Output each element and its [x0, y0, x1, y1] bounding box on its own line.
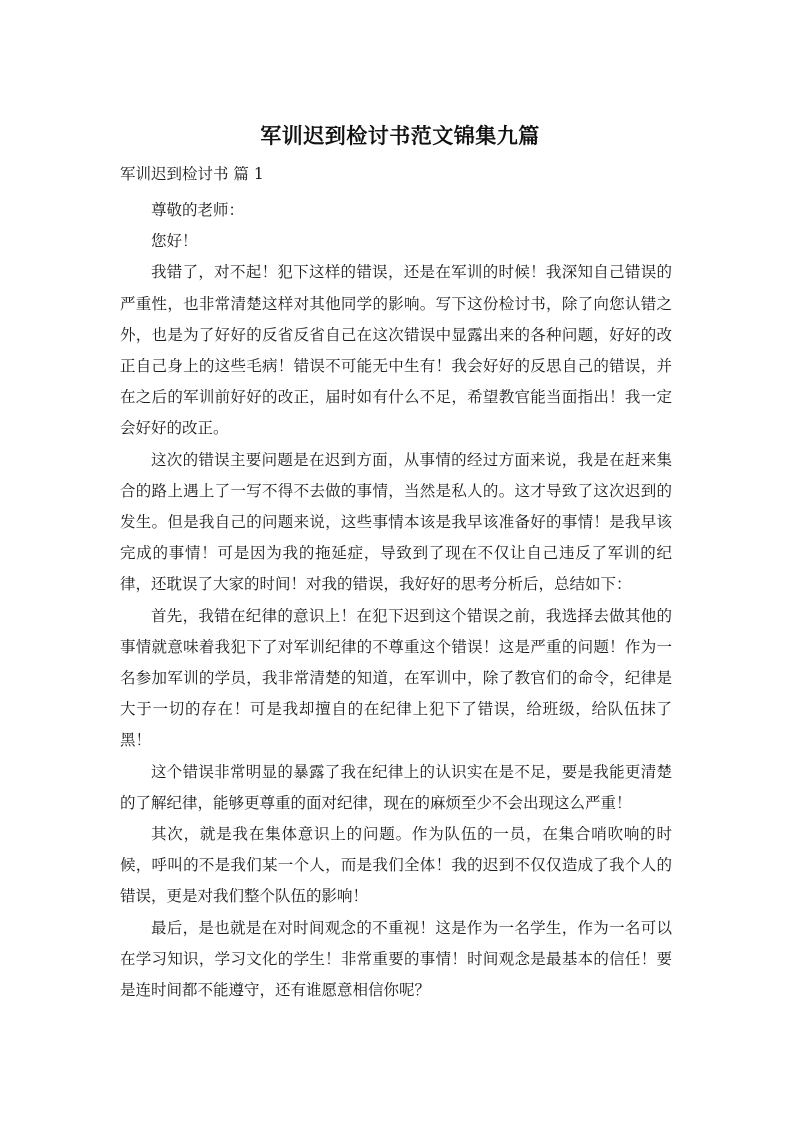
paragraph: 这个错误非常明显的暴露了我在纪律上的认识实在是不足，要是我能更清楚的了解纪律，能够更尊重的面对纪律，现在的麻烦至少不会出现这么严重！ [120, 762, 672, 812]
paragraph: 我错了，对不起！犯下这样的错误，还是在军训的时候！我深知自己错误的严重性，也非常清楚这样对其他同学的影响。写下这份检讨书，除了向您认错之外，也是为了好好的反省反省自己在这次错误中显露出来的各种问题，好好的改正自己身上的这些毛病！错误不可能无中生有！我会好好的反思自己的错误，并在之后的军训前好好的改正，届时如有什么不足，希望教官能当面指出！我一定会好好的改正。 [120, 263, 672, 438]
document-title: 军训迟到检讨书范文锦集九篇 [260, 124, 540, 148]
paragraph: 这次的错误主要问题是在迟到方面，从事情的经过方面来说，我是在赶来集合的路上遇上了一写不得不去做的事情，当然是私人的。这才导致了这次迟到的发生。但是我自己的问题来说，这些事情本该是我早该准备好的事情！是我早该完成的事情！可是因为我的拖延症，导致到了现在不仅让自己违反了军训的纪律，还耽误了大家的时间！对我的错误，我好好的思考分析后，总结如下： [120, 450, 672, 594]
section-heading: 军训迟到检讨书 篇 1 [120, 165, 264, 183]
document-body [120, 195, 672, 1006]
greeting: 您好！ [151, 232, 198, 251]
paragraph: 最后，是也就是在对时间观念的不重视！这是作为一名学生，作为一名可以在学习知识，学习文化的学生！非常重要的事情！时间观念是最基本的信任！要是连时间都不能遵守，还有谁愿意相信你呢？ [120, 918, 672, 1000]
paragraph: 首先，我错在纪律的意识上！在犯下迟到这个错误之前，我选择去做其他的事情就意味着我犯下了对军训纪律的不尊重这个错误！这是严重的问题！作为一名参加军训的学员，我非常清楚的知道，在军训中，除了教官们的命令，纪律是大于一切的存在！可是我却擅自的在纪律上犯下了错误，给班级，给队伍抹了黑！ [120, 606, 672, 750]
paragraph: 其次，就是我在集体意识上的问题。作为队伍的一员，在集合哨吹响的时候，呼叫的不是我们某一个人，而是我们全体！我的迟到不仅仅造成了我个人的错误，更是对我们整个队伍的影响！ [120, 825, 672, 906]
salutation: 尊敬的老师： [151, 201, 245, 219]
